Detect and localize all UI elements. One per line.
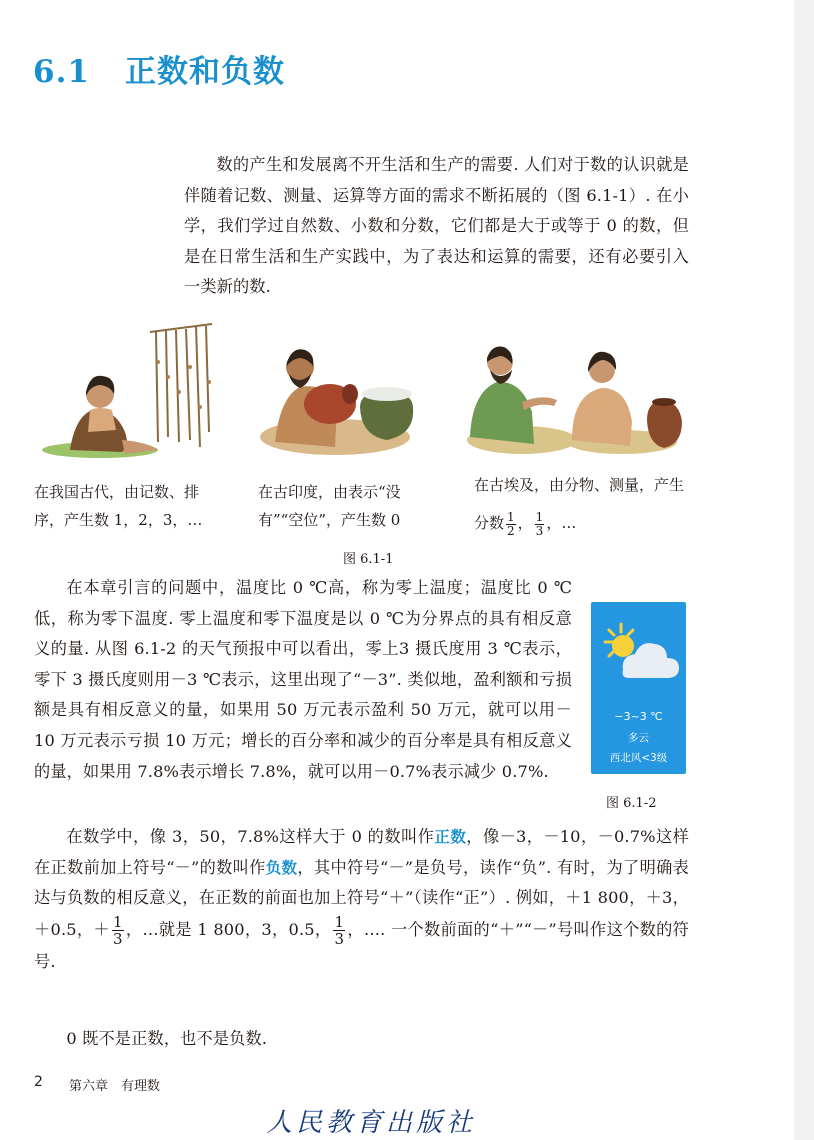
illustration-ancient-egypt <box>462 322 692 462</box>
illustration-ancient-india <box>255 322 425 462</box>
fraction-one-third-plain: $\frac{1}{3}$ <box>334 912 345 948</box>
term-positive-number: 正数 <box>434 828 467 846</box>
caption-ancient-egypt: 在古埃及，由分物、测量，产生分数 $\frac{1}{2}$ ， $\frac{1}{3}$ ，… <box>474 476 685 538</box>
section-title-text: 正数和负数 <box>125 54 285 90</box>
term-negative-number: 负数 <box>265 858 298 877</box>
illustration-ancient-china-image <box>30 322 220 462</box>
chapter-label: 第六章 有理数 <box>69 1079 161 1094</box>
figure-label-6-1-2: 图 6.1-2 <box>606 796 657 811</box>
section-title <box>33 46 285 91</box>
publisher-logo: 人民教育出版社 <box>266 1108 477 1138</box>
page-number: 2 <box>34 1074 43 1090</box>
sun-cloud-icon <box>591 612 686 707</box>
weather-wind: 西北风<3级 <box>609 752 668 764</box>
weather-card <box>591 602 686 774</box>
fraction-one-third-signed: $\frac{1}{3}$ <box>112 912 123 948</box>
illustration-ancient-india-image <box>255 322 425 462</box>
illustration-ancient-egypt-image <box>462 322 692 462</box>
paragraph-definition: 在数学中，像 3，50，7.8%这样大于 0 的数叫作正数，像－3，－10，－0.7%这样在正数前加上符号“－”的数叫作负数，其中符号“－”是负号，读作“负”. 有时，为了明确表达与负数的相反意义，在正数的前面也加上符号“＋”（读作“正”）. 例如，＋1 800，＋3，＋0.5，＋ $\frac{1}{3}$ ，…就是 1 800，3，0.5， $\frac{1}{3}$ ，…. 一个数前面的“＋”“－”号叫作这个数的符号. <box>34 827 689 971</box>
caption-ancient-china: 在我国古代，由记数、排序，产生数 1，2，3，… <box>34 483 203 529</box>
illustration-ancient-china <box>30 322 220 462</box>
weather-condition: 多云 <box>628 732 649 744</box>
paragraph-temperature: 在本章引言的问题中，温度比 0 ℃高，称为零上温度；温度比 0 ℃低，称为零下温度. 零上温度和零下温度是以 0 ℃为分界点的具有相反意义的量. 从图 6.1-2 的天气预报中可以看出，零上3 摄氏度用 3 ℃表示，零下 3 摄氏度则用－3 ℃表示，这里出现了“－3”. 类似地，盈利额和亏损额是具有相反意义的量，如果用 50 万元表示盈利 50 万元，就可以用－10 万元表示亏损 10 万元；增长的百分率和减少的百分率是具有相反意义的量，如果用 7.8%表示增长 7.8%，就可以用－0.7%表示减少 0.7%. <box>34 578 572 781</box>
intro-paragraph: 数的产生和发展离不开生活和生产的需要. 人们对于数的认识就是伴随着记数、测量、运算等方面的需求不断拓展的（图 6.1-1）. 在小学，我们学过自然数、小数和分数，它们都是大于或等于 0 的数，但是在日常生活和生产实践中，为了表达和运算的需要，还有必要引入一类新的数. <box>184 155 689 297</box>
page-edge-strip <box>794 0 814 1140</box>
paragraph-zero: 0 既不是正数，也不是负数. <box>66 1029 268 1048</box>
figure-label-6-1-1: 图 6.1-1 <box>343 552 394 567</box>
fraction-one-half: $\frac{1}{2}$ <box>507 509 515 538</box>
fraction-one-third: $\frac{1}{3}$ <box>535 509 544 538</box>
weather-temperature: −3~3 ℃ <box>614 710 663 723</box>
caption-ancient-india: 在古印度，由表示“没有”“空位”，产生数 0 <box>258 483 401 529</box>
section-number: 6.1 <box>33 54 90 90</box>
